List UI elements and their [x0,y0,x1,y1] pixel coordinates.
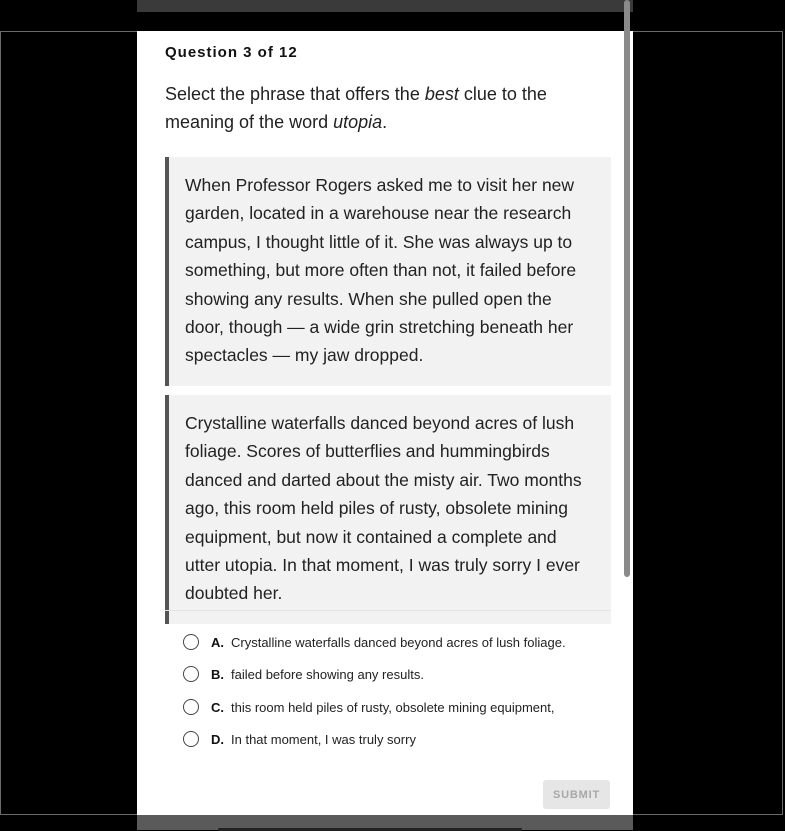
option-d-text: In that moment, I was truly sorry [231,731,416,747]
scrollbar[interactable] [624,0,630,577]
option-b-letter: B. [211,666,224,682]
prompt-emphasis: best [424,84,459,104]
passage-paragraph-2: Crystalline waterfalls danced beyond acres of lush foliage. Scores of butterflies and hummingbirds danced and darted about the misty air. Two months ago, this room held piles of rusty, obsolete mining equipment, but now it contained a complete and utter utopia. In that moment, I was truly sorry I ever doubted her. [165,395,611,624]
prompt-target-word: utopia [333,112,383,132]
question-counter: Question 3 of 12 [165,44,298,61]
divider [165,610,611,611]
radio-a-icon[interactable] [183,634,199,650]
option-b-text: failed before showing any results. [231,666,424,682]
option-c-letter: C. [211,699,224,715]
prompt-text-end: . [382,112,388,132]
top-status-strip [137,0,633,12]
radio-d-icon[interactable] [183,731,199,747]
passage-paragraph-1: When Professor Rogers asked me to visit her new garden, located in a warehouse near the research campus, I thought little of it. She was always up to something, but more often than not, it failed before showing any results. When she pulled open the door, though — a wide grin stretching beneath her spectacles — my jaw dropped. [165,157,611,386]
radio-c-icon[interactable] [183,699,199,715]
prompt-text-start: Select the phrase that offers the [165,84,425,104]
prompt-text-middle: clue to the meaning of the word [165,84,547,132]
option-b[interactable] [183,662,424,686]
radio-b-icon[interactable] [183,666,199,682]
option-a[interactable] [183,630,566,654]
option-a-letter: A. [211,634,224,650]
question-panel [137,31,633,815]
question-prompt [165,80,605,136]
submit-button[interactable]: SUBMIT [543,780,610,809]
option-c-text: this room held piles of rusty, obsolete mining equipment, [231,699,555,715]
option-d-letter: D. [211,731,224,747]
option-d[interactable] [183,727,416,751]
option-a-text: Crystalline waterfalls danced beyond acres of lush foliage. [231,634,566,650]
option-c[interactable] [183,695,554,719]
